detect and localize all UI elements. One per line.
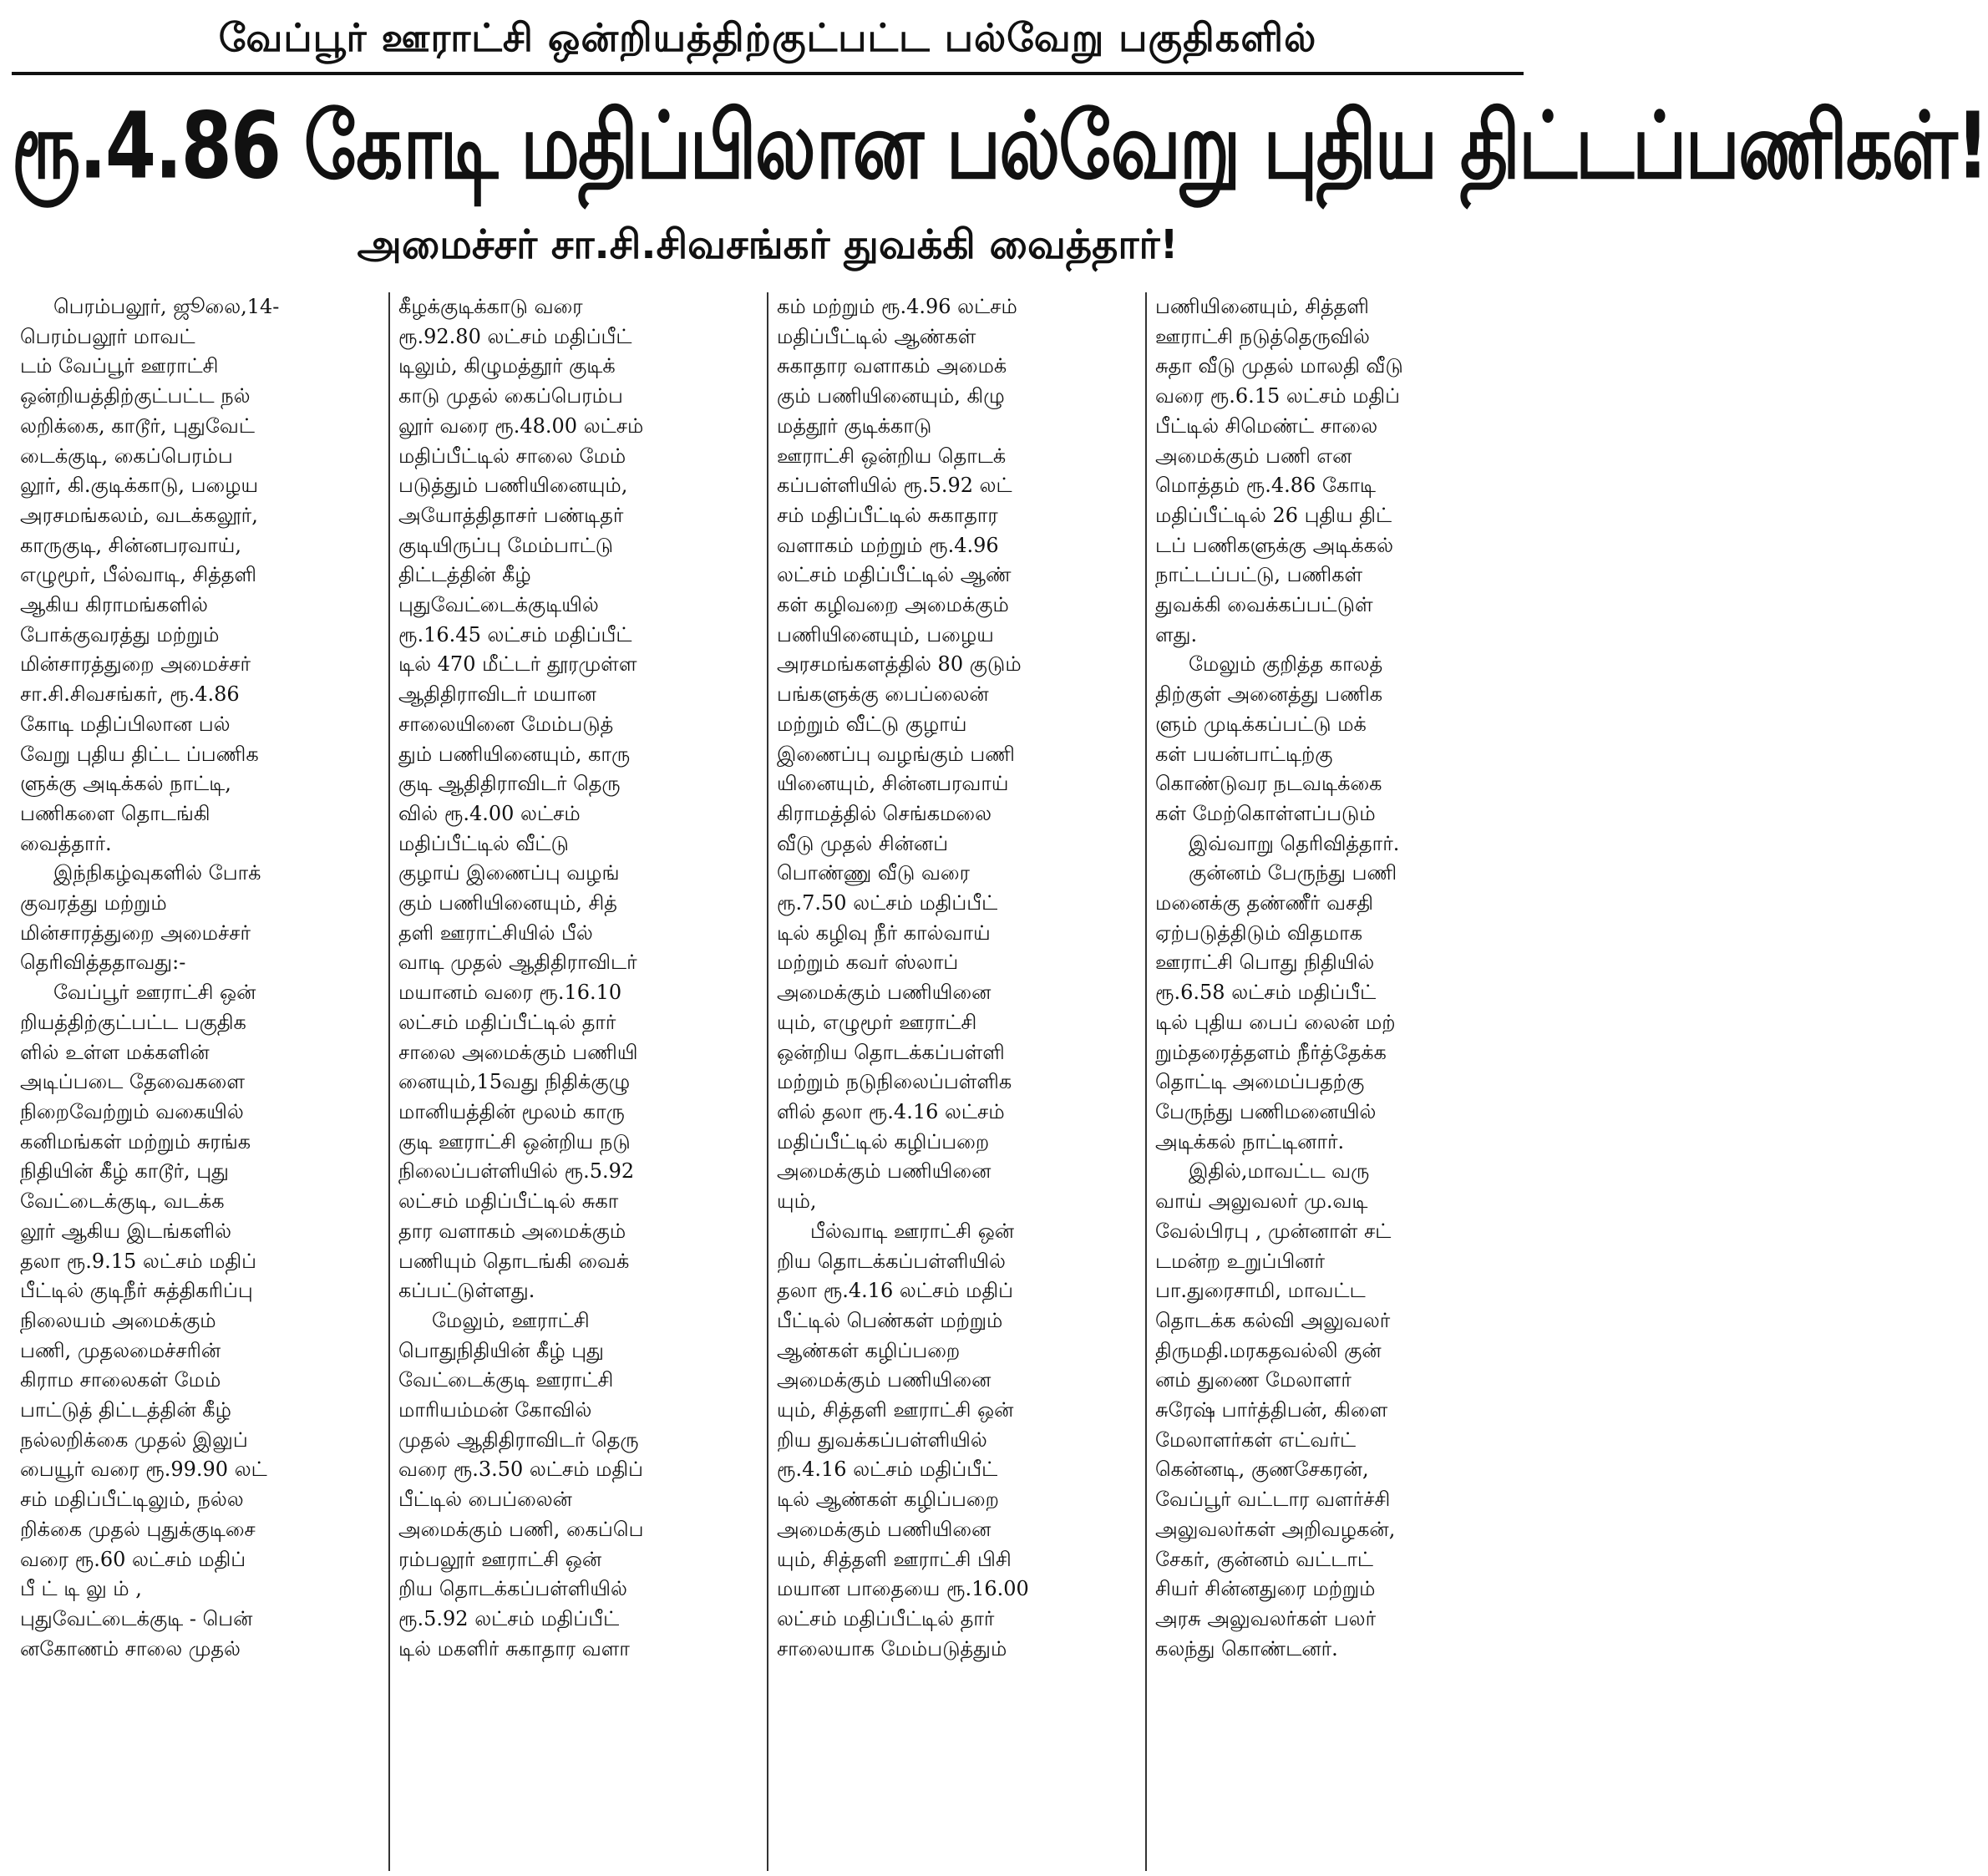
main-headline: ரூ.4.86 கோடி மதிப்பிலான பல்வேறு புதிய திட்டப்பணிகள்!	[12, 92, 1988, 200]
paragraph: பெரம்பலூர், ஜூலை,14- பெரம்பலூர் மாவட் டம் வேப்பூர் ஊராட்சி ஒன்றியத்திற்குட்பட்ட நல் லறிக்கை, காடூர், புதுவேட் டைக்குடி, கைப்பெரம்ப லூர், கி.குடிக்காடு, பழைய அரசமங்கலம், வடக்கலூர், காருகுடி, சின்னபரவாய், எழுமூர், பீல்வாடி, சித்தளி ஆகிய கிராமங்களில் போக்குவரத்து மற்றும் மின்சாரத்துறை அமைச்சர் சா.சி.சிவசங்கர், ரூ.4.86 கோடி மதிப்பிலான பல் வேறு புதிய திட்ட ப்பணிக ளுக்கு அடிக்கல் நாட்டி, பணிகளை தொடங்கி வைத்தார்.	[20, 295, 280, 855]
paragraph: மேலும் குறித்த காலத் திற்குள் அனைத்து பணிக ளும் முடிக்கப்பட்டு மக் கள் பயன்பாட்டிற்கு கொண்டுவர நடவடிக்கை கள் மேற்கொள்ளப்படும்	[1155, 652, 1383, 825]
paragraph: கீழக்குடிக்காடு வரை ரூ.92.80 லட்சம் மதிப்பீட் டிலும், கிழுமத்தூர் குடிக் காடு முதல் கைப்பெரம்ப லூர் வரை ரூ.48.00 லட்சம் மதிப்பீட்டில் சாலை மேம் படுத்தும் பணியினையும், அயோத்திதாசர் பண்டிதர் குடியிருப்பு மேம்பாட்டு திட்டத்தின் கீழ் புதுவேட்டைக்குடியில் ரூ.16.45 லட்சம் மதிப்பீட் டில் 470 மீட்டர் தூரமுள்ள ஆதிதிராவிடர் மயான சாலையினை மேம்படுத் தும் பணியினையும், காரு குடி ஆதிதிராவிடர் தெரு வில் ரூ.4.00 லட்சம் மதிப்பீட்டில் வீட்டு குழாய் இணைப்பு வழங் கும் பணியினையும், சித் தளி ஊராட்சியில் பீல் வாடி முதல் ஆதிதிராவிடர் மயானம் வரை ரூ.16.10 லட்சம் மதிப்பீட்டில் தார் சாலை அமைக்கும் பணியி னையும்,15வது நிதிக்குழு மானியத்தின் மூலம் காரு குடி ஊராட்சி ஒன்றிய நடு நிலைப்பள்ளியில் ரூ.5.92 லட்சம் மதிப்பீட்டில் சுகா தார வளாகம் அமைக்கும் பணியும் தொடங்கி வைக் கப்பட்டுள்ளது.	[398, 295, 644, 1303]
paragraph: கம் மற்றும் ரூ.4.96 லட்சம் மதிப்பீட்டில் ஆண்கள் சுகாதார வளாகம் அமைக் கும் பணியினையும், கிழு மத்தூர் குடிக்காடு ஊராட்சி ஒன்றிய தொடக் கப்பள்ளியில் ரூ.5.92 லட் சம் மதிப்பீட்டில் சுகாதார வளாகம் மற்றும் ரூ.4.96 லட்சம் மதிப்பீட்டில் ஆண் கள் கழிவறை அமைக்கும் பணியினையும், பழைய அரசமங்களத்தில் 80 குடும் பங்களுக்கு பைப்லைன் மற்றும் வீட்டு குழாய் இணைப்பு வழங்கும் பணி யினையும், சின்னபரவாய் கிராமத்தில் செங்கமலை வீடு முதல் சின்னப் பொண்ணு வீடு வரை ரூ.7.50 லட்சம் மதிப்பீட் டில் கழிவு நீர் கால்வாய் மற்றும் கவர் ஸ்லாப் அமைக்கும் பணியினை யும், எழுமூர் ஊராட்சி ஒன்றிய தொடக்கப்பள்ளி மற்றும் நடுநிலைப்பள்ளிக ளில் தலா ரூ.4.16 லட்சம் மதிப்பீட்டில் கழிப்பறை அமைக்கும் பணியினை யும்,	[777, 295, 1022, 1214]
column-3	[768, 292, 1147, 1871]
paragraph: வேப்பூர் ஊராட்சி ஒன் றியத்திற்குட்பட்ட பகுதிக ளில் உள்ள மக்களின் அடிப்படை தேவைகளை நிறைவேற்றும் வகையில் கனிமங்கள் மற்றும் சுரங்க நிதியின் கீழ் காடூர், புது வேட்டைக்குடி, வடக்க லூர் ஆகிய இடங்களில் தலா ரூ.9.15 லட்சம் மதிப் பீட்டில் குடிநீர் சுத்திகரிப்பு நிலையம் அமைக்கும் பணி, முதலமைச்சரின் கிராம சாலைகள் மேம் பாட்டுத் திட்டத்தின் கீழ் நல்லறிக்கை முதல் இலுப் பையூர் வரை ரூ.99.90 லட் சம் மதிப்பீட்டிலும், நல்ல றிக்கை முதல் புதுக்குடிசை வரை ரூ.60 லட்சம் மதிப் பீ ட் டி லு ம் , புதுவேட்டைக்குடி - பென் னகோணம் சாலை முதல்	[20, 981, 267, 1661]
kicker-headline: வேப்பூர் ஊராட்சி ஒன்றியத்திற்குட்பட்ட பல்வேறு பகுதிகளில்	[218, 15, 1317, 60]
sub-headline: அமைச்சர் சா.சி.சிவசங்கர் துவக்கி வைத்தார்!	[357, 221, 1179, 268]
article-body	[12, 292, 1524, 1871]
paragraph: பணியினையும், சித்தளி ஊராட்சி நடுத்தெருவில் சுதா வீடு முதல் மாலதி வீடு வரை ரூ.6.15 லட்சம் மதிப் பீட்டில் சிமெண்ட் சாலை அமைக்கும் பணி என மொத்தம் ரூ.4.86 கோடி மதிப்பீட்டில் 26 புதிய திட் டப் பணிகளுக்கு அடிக்கல் நாட்டப்பட்டு, பணிகள் துவக்கி வைக்கப்பட்டுள் ளது.	[1155, 295, 1403, 646]
column-2	[390, 292, 768, 1871]
paragraph: இதில்,மாவட்ட வரு வாய் அலுவலர் மு.வடி வேல்பிரபு , முன்னாள் சட் டமன்ற உறுப்பினர் பா.துரைசாமி, மாவட்ட தொடக்க கல்வி அலுவலர் திருமதி.மரகதவல்லி குன் னம் துணை மேலாளர் சுரேஷ் பார்த்திபன், கிளை மேலாளர்கள் எட்வர்ட் கென்னடி, குணசேகரன், வேப்பூர் வட்டார வளர்ச்சி அலுவலர்கள் அறிவழகன், சேகர், குன்னம் வட்டாட் சியர் சின்னதுரை மற்றும் அரசு அலுவலர்கள் பலர் கலந்து கொண்டனர்.	[1155, 1159, 1396, 1661]
column-1	[12, 292, 390, 1871]
column-4	[1147, 292, 1524, 1871]
paragraph: இந்நிகழ்வுகளில் போக் குவரத்து மற்றும் மின்சாரத்துறை அமைச்சர் தெரிவித்ததாவது:-	[20, 861, 261, 975]
paragraph: பீல்வாடி ஊராட்சி ஒன் றிய தொடக்கப்பள்ளியில் தலா ரூ.4.16 லட்சம் மதிப் பீட்டில் பெண்கள் மற்றும் ஆண்கள் கழிப்பறை அமைக்கும் பணியினை யும், சித்தளி ஊராட்சி ஒன் றிய துவக்கப்பள்ளியில் ரூ.4.16 லட்சம் மதிப்பீட் டில் ஆண்கள் கழிப்பறை அமைக்கும் பணியினை யும், சித்தளி ஊராட்சி பிசி மயான பாதையை ரூ.16.00 லட்சம் மதிப்பீட்டில் தார் சாலையாக மேம்படுத்தும்	[777, 1219, 1029, 1661]
paragraph: குன்னம் பேருந்து பணி மனைக்கு தண்ணீர் வசதி ஏற்படுத்திடும் விதமாக ஊராட்சி பொது நிதியில் ரூ.6.58 லட்சம் மதிப்பீட் டில் புதிய பைப் லைன் மற் றும்தரைத்தளம் நீர்த்தேக்க தொட்டி அமைப்பதற்கு பேருந்து பணிமனையில் அடிக்கல் நாட்டினார்.	[1155, 861, 1397, 1153]
paragraph: மேலும், ஊராட்சி பொதுநிதியின் கீழ் புது வேட்டைக்குடி ஊராட்சி மாரியம்மன் கோவில் முதல் ஆதிதிராவிடர் தெரு வரை ரூ.3.50 லட்சம் மதிப் பீட்டில் பைப்லைன் அமைக்கும் பணி, கைப்பெ ரம்பலூர் ஊராட்சி ஒன் றிய தொடக்கப்பள்ளியில் ரூ.5.92 லட்சம் மதிப்பீட் டில் மகளிர் சுகாதார வளா	[398, 1308, 644, 1661]
paragraph: இவ்வாறு தெரிவித்தார்.	[1189, 831, 1400, 855]
